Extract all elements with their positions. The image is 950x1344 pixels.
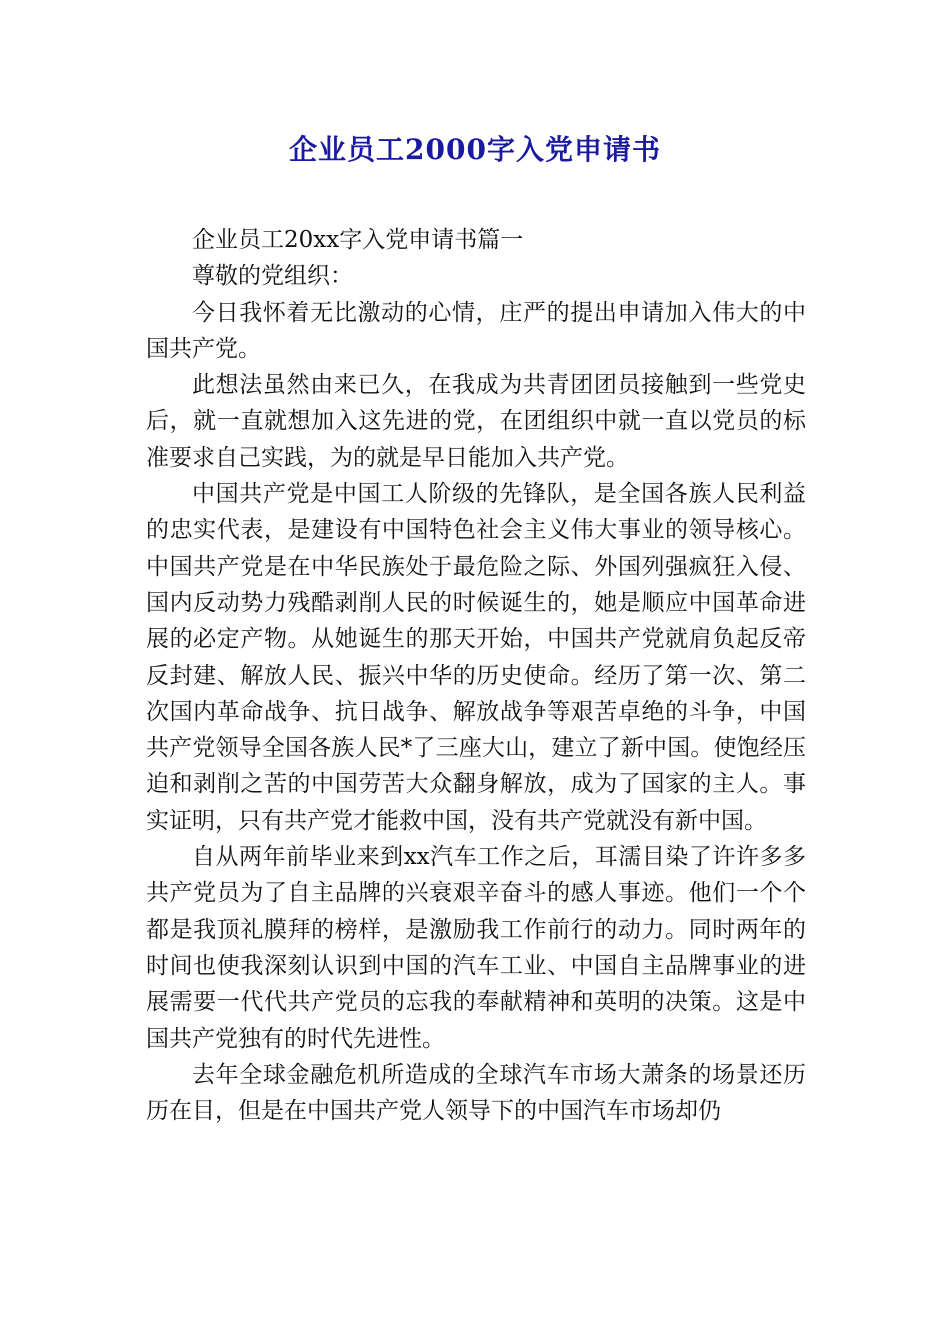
paragraph: 自从两年前毕业来到xx汽车工作之后，耳濡目染了许许多多共产党员为了自主品牌的兴衰艰辛奋斗的感人事迹。他们一个个都是我顶礼膜拜的榜样，是激励我工作前行的动力。同时两年的时间也使我深刻认识到中国的汽车工业、中国自主品牌事业的进展需要一代代共产党员的忘我的奉献精神和英明的决策。这是中国共产党独有的时代先进性。 bbox=[146, 844, 806, 1052]
paragraph: 中国共产党是中国工人阶级的先锋队，是全国各族人民利益的忠实代表，是建设有中国特色社会主义伟大事业的领导核心。中国共产党是在中华民族处于最危险之际、外国列强疯狂入侵、国内反动势力残酷剥削人民的时候诞生的，她是顺应中国革命进展的必定产物。从她诞生的那天开始，中国共产党就肩负起反帝反封建、解放人民、振兴中华的历史使命。经历了第一次、第二次国内革命战争、抗日战争、解放战争等艰苦卓绝的斗争，中国共产党领导全国各族人民*了三座大山，建立了新中国。使饱经压迫和剥削之苦的中国劳苦大众翻身解放，成为了国家的主人。事实证明，只有共产党才能救中国，没有共产党就没有新中国。 bbox=[146, 481, 806, 834]
document-title: 企业员工2000字入党申请书 bbox=[289, 133, 661, 166]
paragraph: 此想法虽然由来已久，在我成为共青团团员接触到一些党史后，就一直就想加入这先进的党，在团组织中就一直以党员的标准要求自己实践，为的就是早日能加入共产党。 bbox=[146, 372, 806, 471]
paragraph: 今日我怀着无比激动的心情，庄严的提出申请加入伟大的中国共产党。 bbox=[146, 299, 806, 362]
paragraph: 去年全球金融危机所造成的全球汽车市场大萧条的场景还历历在目，但是在中国共产党人领导下的中国汽车市场却仍 bbox=[146, 1061, 806, 1125]
document-body bbox=[146, 222, 806, 1129]
paragraph-salutation: 尊敬的党组织： bbox=[192, 263, 353, 290]
paragraph-heading: 企业员工20xx字入党申请书篇一 bbox=[192, 227, 524, 253]
